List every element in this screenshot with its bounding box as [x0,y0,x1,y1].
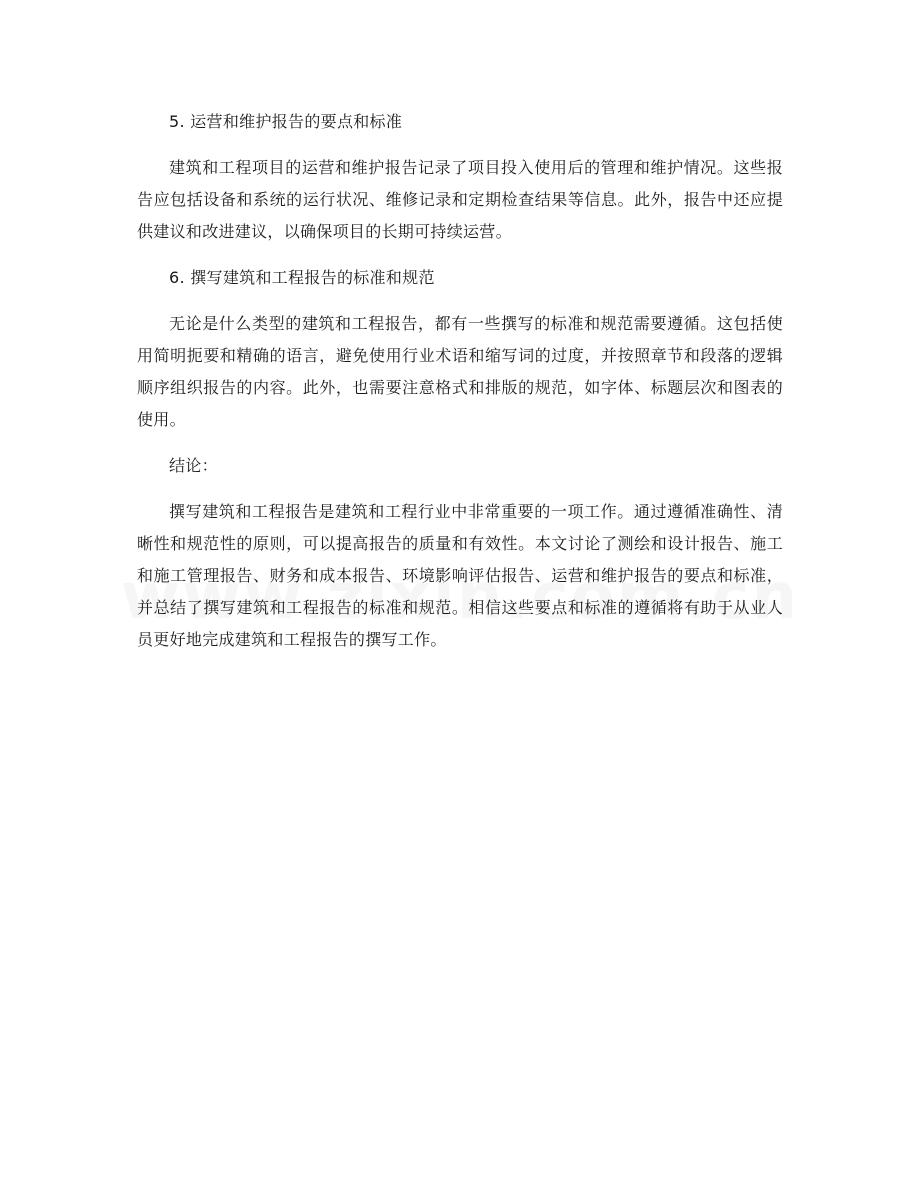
section-5-heading: 5. 运营和维护报告的要点和标准 [169,112,403,131]
conclusion-heading: 结论： [169,456,218,475]
conclusion-paragraph: 撰写建筑和工程报告是建筑和工程行业中非常重要的一项工作。通过遵循准确性、清晰性和规范性的原则，可以提高报告的质量和有效性。本文讨论了测绘和设计报告、施工和施工管理报告、财务和成本报告、环境影响评估报告、运营和维护报告的要点和标准，并总结了撰写建筑和工程报告的标准和规范。相信这些要点和标准的遵循将有助于从业人员更好地完成建筑和工程报告的撰写工作。 [137,502,783,649]
section-6-paragraph: 无论是什么类型的建筑和工程报告，都有一些撰写的标准和规范需要遵循。这包括使用简明扼要和精确的语言，避免使用行业术语和缩写词的过度，并按照章节和段落的逻辑顺序组织报告的内容。此外，也需要注意格式和排版的规范，如字体、标题层次和图表的使用。 [137,314,783,429]
section-6-heading: 6. 撰写建筑和工程报告的标准和规范 [169,268,435,287]
section-5-paragraph: 建筑和工程项目的运营和维护报告记录了项目投入使用后的管理和维护情况。这些报告应包括设备和系统的运行状况、维修记录和定期检查结果等信息。此外，报告中还应提供建议和改进建议，以确保项目的长期可持续运营。 [137,158,783,241]
document-body [137,106,783,670]
